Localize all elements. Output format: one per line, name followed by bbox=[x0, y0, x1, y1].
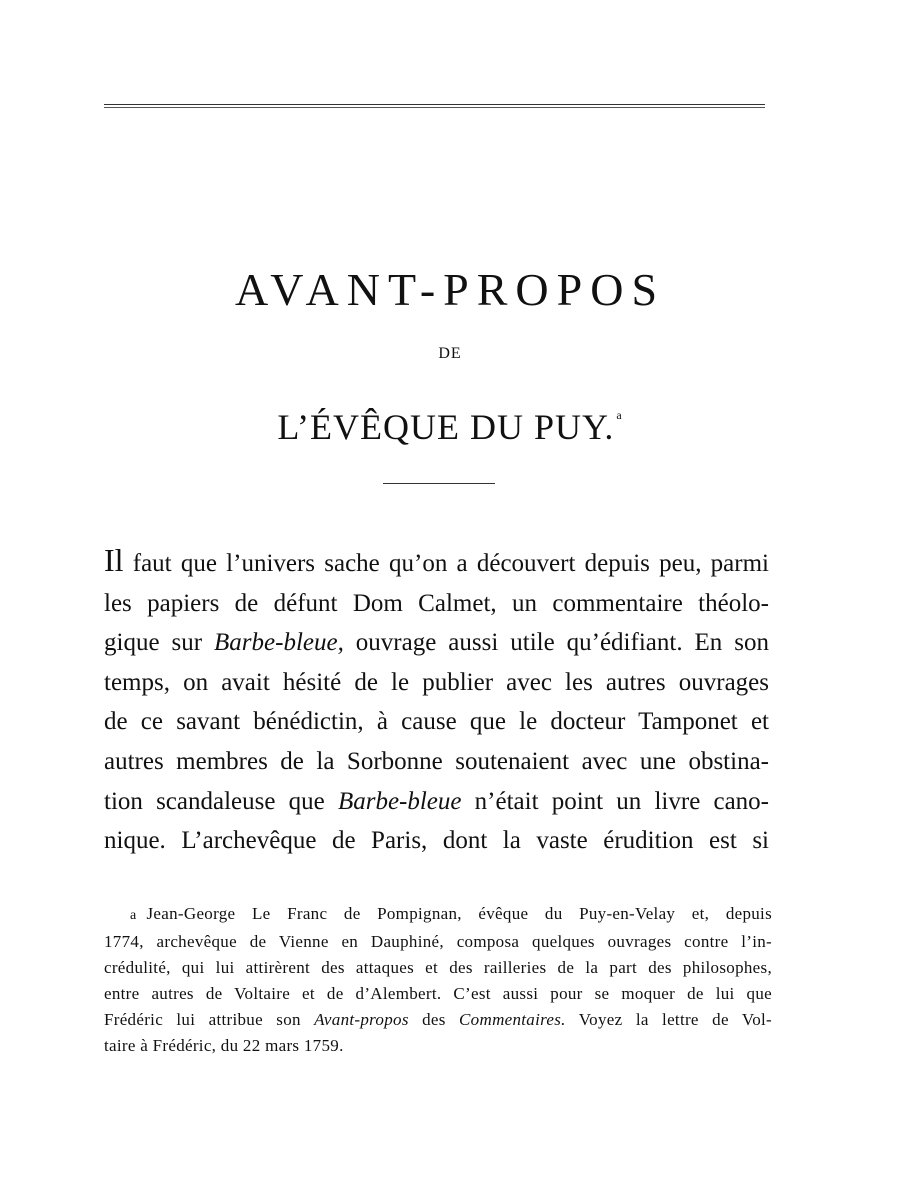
body-line: de ce savant bénédictin, à cause que le docteur Tamponet et bbox=[104, 708, 769, 736]
title-connector: DE bbox=[438, 345, 462, 362]
page-title: AVANT-PROPOS bbox=[234, 264, 666, 315]
footnote-line: a Jean-George Le Franc de Pompignan, évêque du Puy-en-Velay et, depuis bbox=[130, 904, 772, 923]
body-line: nique. L’archevêque de Paris, dont la vaste érudition est si bbox=[104, 827, 769, 855]
footnote bbox=[104, 901, 772, 1059]
body-line: temps, on avait hésité de le publier avec les autres ouvrages bbox=[104, 668, 769, 696]
subtitle-text: L’ÉVÊQUE DU PUY. bbox=[277, 407, 615, 447]
body-paragraph bbox=[104, 541, 769, 861]
body-line: autres membres de la Sorbonne soutenaient avec une obstina- bbox=[104, 747, 769, 775]
footnote-line: taire à Frédéric, du 22 mars 1759. bbox=[104, 1036, 344, 1055]
footnote-reference: a bbox=[616, 408, 623, 422]
drop-cap: Il bbox=[104, 542, 124, 578]
footnote-line: Frédéric lui attribue son Avant-propos des Commentaires. Voyez la lettre de Vol- bbox=[104, 1010, 773, 1029]
footnote-line: entre autres de Voltaire et de d’Alembert. C’est aussi pour se moquer de lui que bbox=[104, 984, 772, 1003]
footnote-line: crédulité, qui lui attirèrent des attaques et des railleries de la part des philosophes, bbox=[104, 958, 772, 977]
body-line: gique sur Barbe-bleue, ouvrage aussi utile qu’édifiant. En son bbox=[104, 629, 769, 657]
page-subtitle bbox=[0, 392, 900, 450]
body-line: les papiers de défunt Dom Calmet, un commentaire théolo- bbox=[104, 589, 769, 617]
footnote-marker: a bbox=[130, 908, 137, 923]
footnote-line: 1774, archevêque de Vienne en Dauphiné, composa quelques ouvrages contre l’in- bbox=[104, 932, 772, 951]
body-line: Il faut que l’univers sache qu’on a découvert depuis peu, parmi bbox=[104, 542, 769, 578]
top-double-rule bbox=[104, 104, 765, 108]
body-line: tion scandaleuse que Barbe-bleue n’était point un livre cano- bbox=[104, 787, 770, 815]
section-divider bbox=[383, 483, 495, 484]
